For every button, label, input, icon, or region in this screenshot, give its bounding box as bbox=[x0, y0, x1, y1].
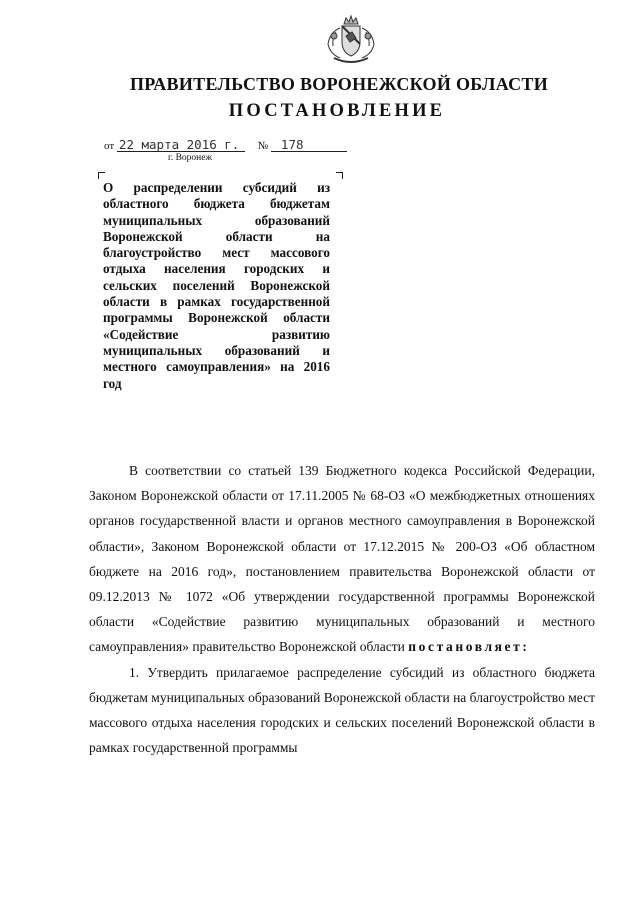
preamble-text: В соответствии со статьей 139 Бюджетного кодекса Российской Федерации, Законом Воронежской области от 17.11.2005 № 68-ОЗ «О межбюджетных отношениях органов государственной власти и органов местного самоуправления в Воронежской области», Законом Воронежской области от 17.12.2015 № 200-ОЗ «Об областном бюджете на 2016 год», постановлением правительства Воронежской области от 09.12.2013 № 1072 «Об утверждении государственной программы Воронежской области «Содействие развитию муниципальных образований и местного самоуправления» правительство Воронежской области bbox=[89, 463, 595, 655]
document-type-title: ПОСТАНОВЛЕНИЕ bbox=[228, 101, 446, 121]
subject-corner-left bbox=[98, 172, 105, 179]
date-number-line bbox=[104, 138, 347, 152]
preamble-paragraph bbox=[89, 458, 595, 660]
resolves-emphasis: постановляет: bbox=[408, 639, 530, 655]
document-number: 178 bbox=[271, 138, 347, 152]
city-label: г. Воронеж bbox=[168, 153, 213, 163]
date-value: 22 марта 2016 г. bbox=[117, 138, 245, 152]
date-prefix: от bbox=[104, 140, 115, 152]
subject-corner-right bbox=[336, 172, 343, 179]
government-name: ПРАВИТЕЛЬСТВО ВОРОНЕЖСКОЙ ОБЛАСТИ bbox=[129, 74, 549, 94]
decree-subject: О распределении субсидий из областного бюджета бюджетам муниципальных образований Воронежской области на благоустройство мест массового отдыха населения городских и сельских поселений Воронежской области в рамках государственной программы Воронежской области «Содействие развитию муниципальных образований и местного самоуправления» на 2016 год bbox=[103, 180, 330, 391]
decree-body bbox=[89, 458, 595, 760]
coat-of-arms-emblem bbox=[322, 14, 380, 66]
clause-1-paragraph: 1. Утвердить прилагаемое распределение субсидий из областного бюджета бюджетам муниципальных образований Воронежской области на благоустройство мест массового отдыха населения городских и сельских поселений Воронежской области в рамках государственной программы bbox=[89, 664, 595, 756]
number-prefix: № bbox=[257, 140, 269, 152]
